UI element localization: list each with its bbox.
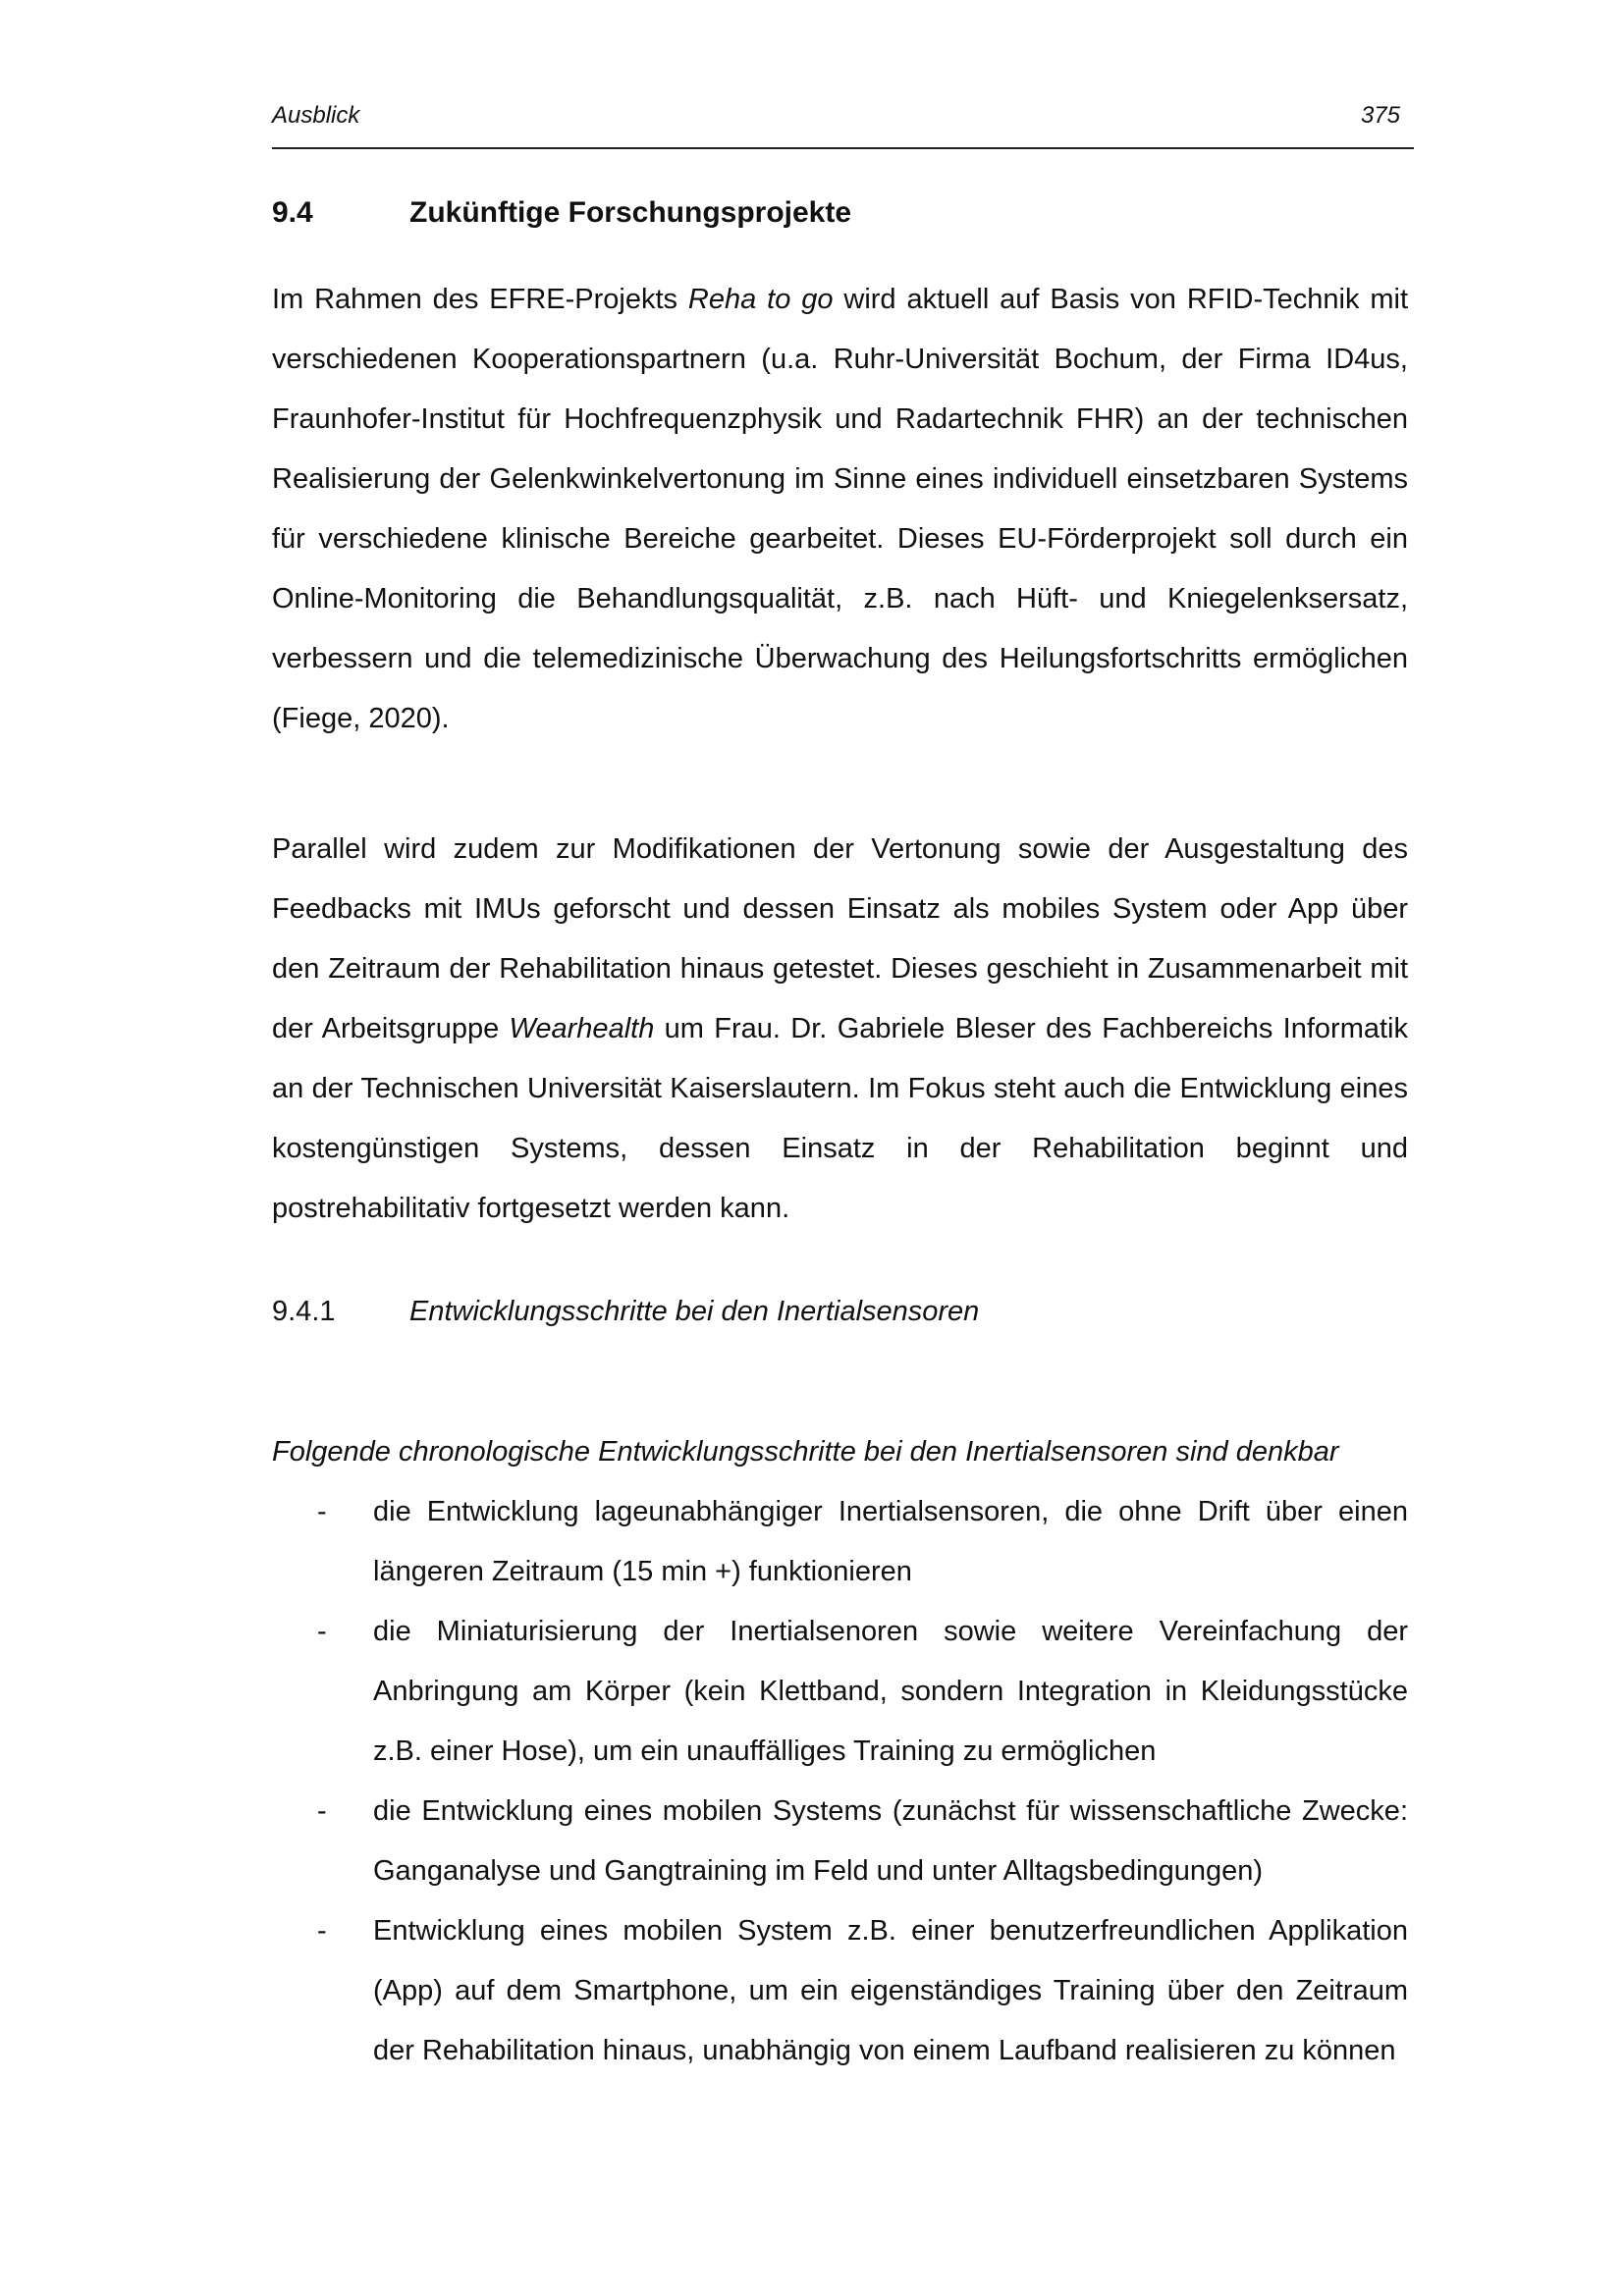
- project-name: Reha to go: [687, 284, 834, 315]
- list-bullet: -: [317, 1795, 327, 1827]
- development-steps-list: [272, 1482, 1408, 2081]
- list-bullet: -: [317, 1616, 327, 1647]
- paragraph-wearhealth: [272, 820, 1408, 1239]
- paragraph1-text-start: Im Rahmen des EFRE-Projekts: [272, 284, 688, 315]
- paragraph-reha-to-go: [272, 270, 1408, 749]
- list-bullet: -: [317, 1915, 327, 1947]
- working-group-name: Wearhealth: [509, 1013, 655, 1044]
- header-page-number: 375: [1360, 102, 1400, 129]
- list-item: [272, 1901, 1408, 2081]
- paragraph1-text-end: wird aktuell auf Basis von RFID-Technik mit verschiedenen Kooperationspartnern (u.a. Ruhr-Universität Bochum, der Firma ID4us, Fraunhofer-Institut für Hochfrequenzphysik und Radartechnik FHR) an der technischen Realisierung der Gelenkwinkelvertonung im Sinne eines individuell einsetzbaren Systems für verschiedene klinische Bereiche gearbeitet. Dieses EU-Förderprojekt soll durch ein Online-Monitoring die Behandlungsqualität, z.B. nach Hüft- und Kniegelenksersatz, verbessern und die telemedizinische Überwachung des Heilungsfortschritts ermöglichen (Fiege, 2020).: [272, 284, 1409, 734]
- list-item: [272, 1782, 1408, 1901]
- paragraph2-text-end: um Frau. Dr. Gabriele Bleser des Fachbereichs Informatik an der Technischen Universität Kaiserslautern. Im Fokus steht auch die Entwicklung eines kostengünstigen Systems, dessen Einsatz in der Rehabilitation beginnt und postrehabilitativ fortgesetzt werden kann.: [272, 1013, 1408, 1224]
- subsection-title: Entwicklungsschritte bei den Inertialsensoren: [409, 1296, 980, 1327]
- list-intro: Folgende chronologische Entwicklungsschritte bei den Inertialsensoren sind denkbar: [272, 1436, 1339, 1468]
- header-chapter-title: Ausblick: [272, 102, 360, 129]
- section-number: 9.4: [272, 196, 313, 229]
- section-title: Zukünftige Forschungsprojekte: [409, 196, 852, 229]
- list-bullet: -: [317, 1496, 327, 1527]
- subsection-number: 9.4.1: [272, 1296, 336, 1327]
- section-heading: [272, 196, 851, 230]
- list-item: [272, 1482, 1408, 1602]
- subsection-heading: [272, 1296, 979, 1328]
- list-item-text: die Entwicklung lageunabhängiger Inertialsensoren, die ohne Drift über einen längeren Zeitraum (15 min +) funktionieren: [373, 1496, 1408, 1587]
- list-item-text: die Entwicklung eines mobilen Systems (zunächst für wissenschaftliche Zwecke: Ganganalyse und Gangtraining im Feld und unter Alltagsbedingungen): [373, 1795, 1408, 1887]
- list-item-text: Entwicklung eines mobilen System z.B. einer benutzerfreundlichen Applikation (App) auf dem Smartphone, um ein eigenständiges Training über den Zeitraum der Rehabilitation hinaus, unabhängig von einem Laufband realisieren zu können: [373, 1915, 1408, 2066]
- list-item: [272, 1602, 1408, 1782]
- list-item-text: die Miniaturisierung der Inertialsenoren sowie weitere Vereinfachung der Anbringung am Körper (kein Klettband, sondern Integration in Kleidungsstücke z.B. einer Hose), um ein unauffälliges Training zu ermöglichen: [373, 1616, 1408, 1767]
- running-header: [272, 98, 1414, 149]
- paragraph2-text-start: Parallel wird zudem zur Modifikationen der Vertonung sowie der Ausgestaltung des Feedbacks mit IMUs geforscht und dessen Einsatz als mobiles System oder App über den Zeitraum der Rehabilitation hinaus getestet. Dieses geschieht in Zusammenarbeit mit der Arbeitsgruppe: [272, 833, 1408, 1044]
